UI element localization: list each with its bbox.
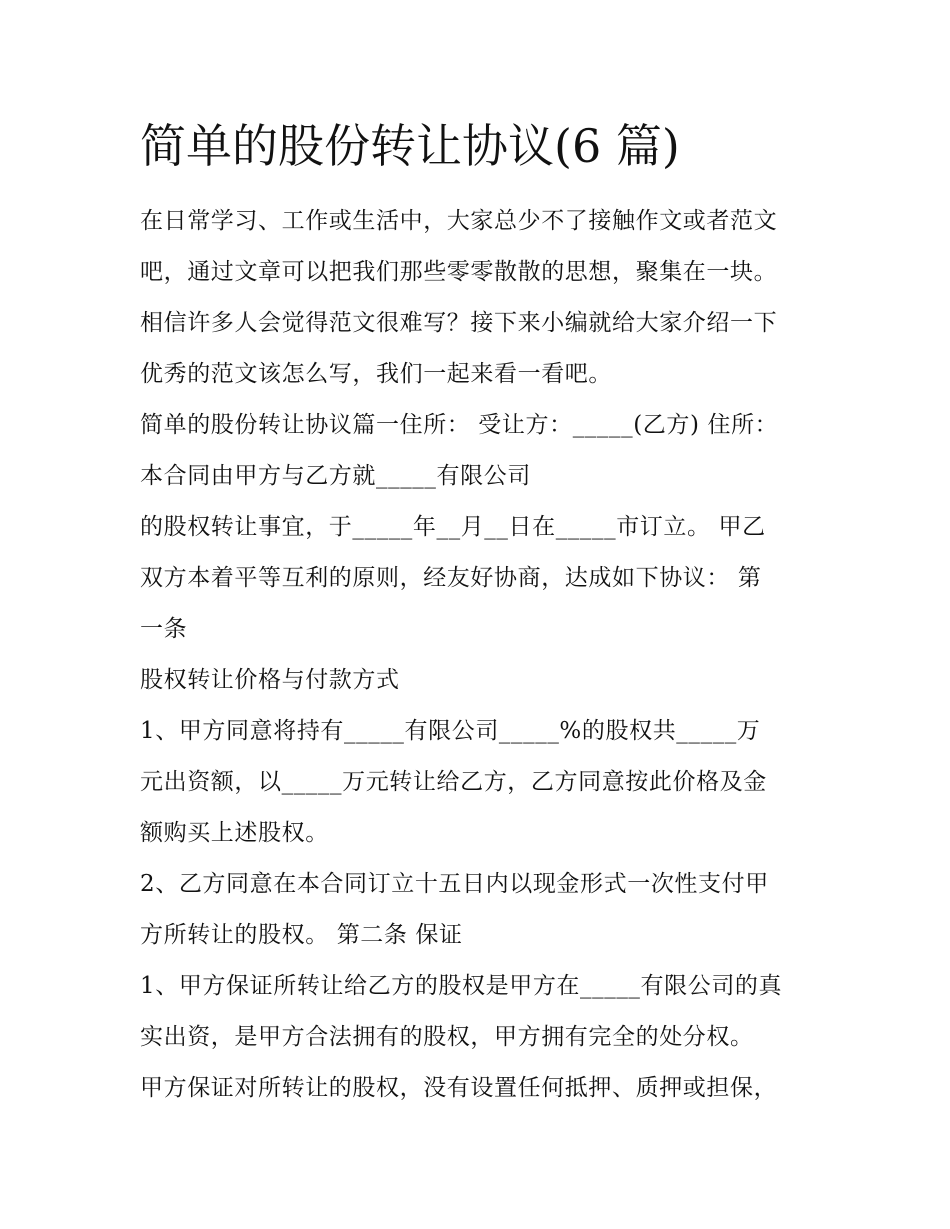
paragraph-line: 2、乙方同意在本合同订立十五日内以现金形式一次性支付甲 (140, 871, 769, 897)
paragraph-line: 优秀的范文该怎么写，我们一起来看一看吧。 (140, 361, 612, 387)
paragraph-line: 甲方保证对所转让的股权，没有设置任何抵押、质押或担保， (140, 1075, 778, 1101)
paragraph-line: 1、甲方同意将持有_____有限公司_____%的股权共_____万 (140, 718, 761, 744)
paragraph-line: 的股权转让事宜，于_____年__月__日在_____市订立。 甲乙 (140, 514, 766, 540)
document-title: 简单的股份转让协议(6 篇) (140, 119, 680, 173)
paragraph-line: 方所转让的股权。 第二条 保证 (140, 922, 463, 948)
paragraph-line: 吧，通过文章可以把我们那些零零散散的思想，聚集在一块。 (140, 259, 778, 285)
paragraph-line: 相信许多人会觉得范文很难写？接下来小编就给大家介绍一下 (140, 310, 778, 336)
paragraph-line: 1、甲方保证所转让给乙方的股权是甲方在_____有限公司的真 (140, 973, 783, 999)
paragraph-line: 元出资额，以_____万元转让给乙方，乙方同意按此价格及金 (140, 769, 767, 795)
section-heading: 股权转让价格与付款方式 (140, 667, 400, 693)
paragraph-line: 额购买上述股权。 (140, 820, 329, 846)
paragraph-line: 一条 (140, 616, 188, 642)
paragraph-line: 实出资，是甲方合法拥有的股权，甲方拥有完全的处分权。 (140, 1024, 754, 1050)
paragraph-line: 本合同由甲方与乙方就_____有限公司 (140, 463, 531, 489)
paragraph-line: 简单的股份转让协议篇一住所： 受让方：_____(乙方) 住所： (140, 412, 779, 438)
paragraph-line: 在日常学习、工作或生活中，大家总少不了接触作文或者范文 (140, 208, 778, 234)
paragraph-line: 双方本着平等互利的原则，经友好协商，达成如下协议： 第 (140, 565, 762, 591)
